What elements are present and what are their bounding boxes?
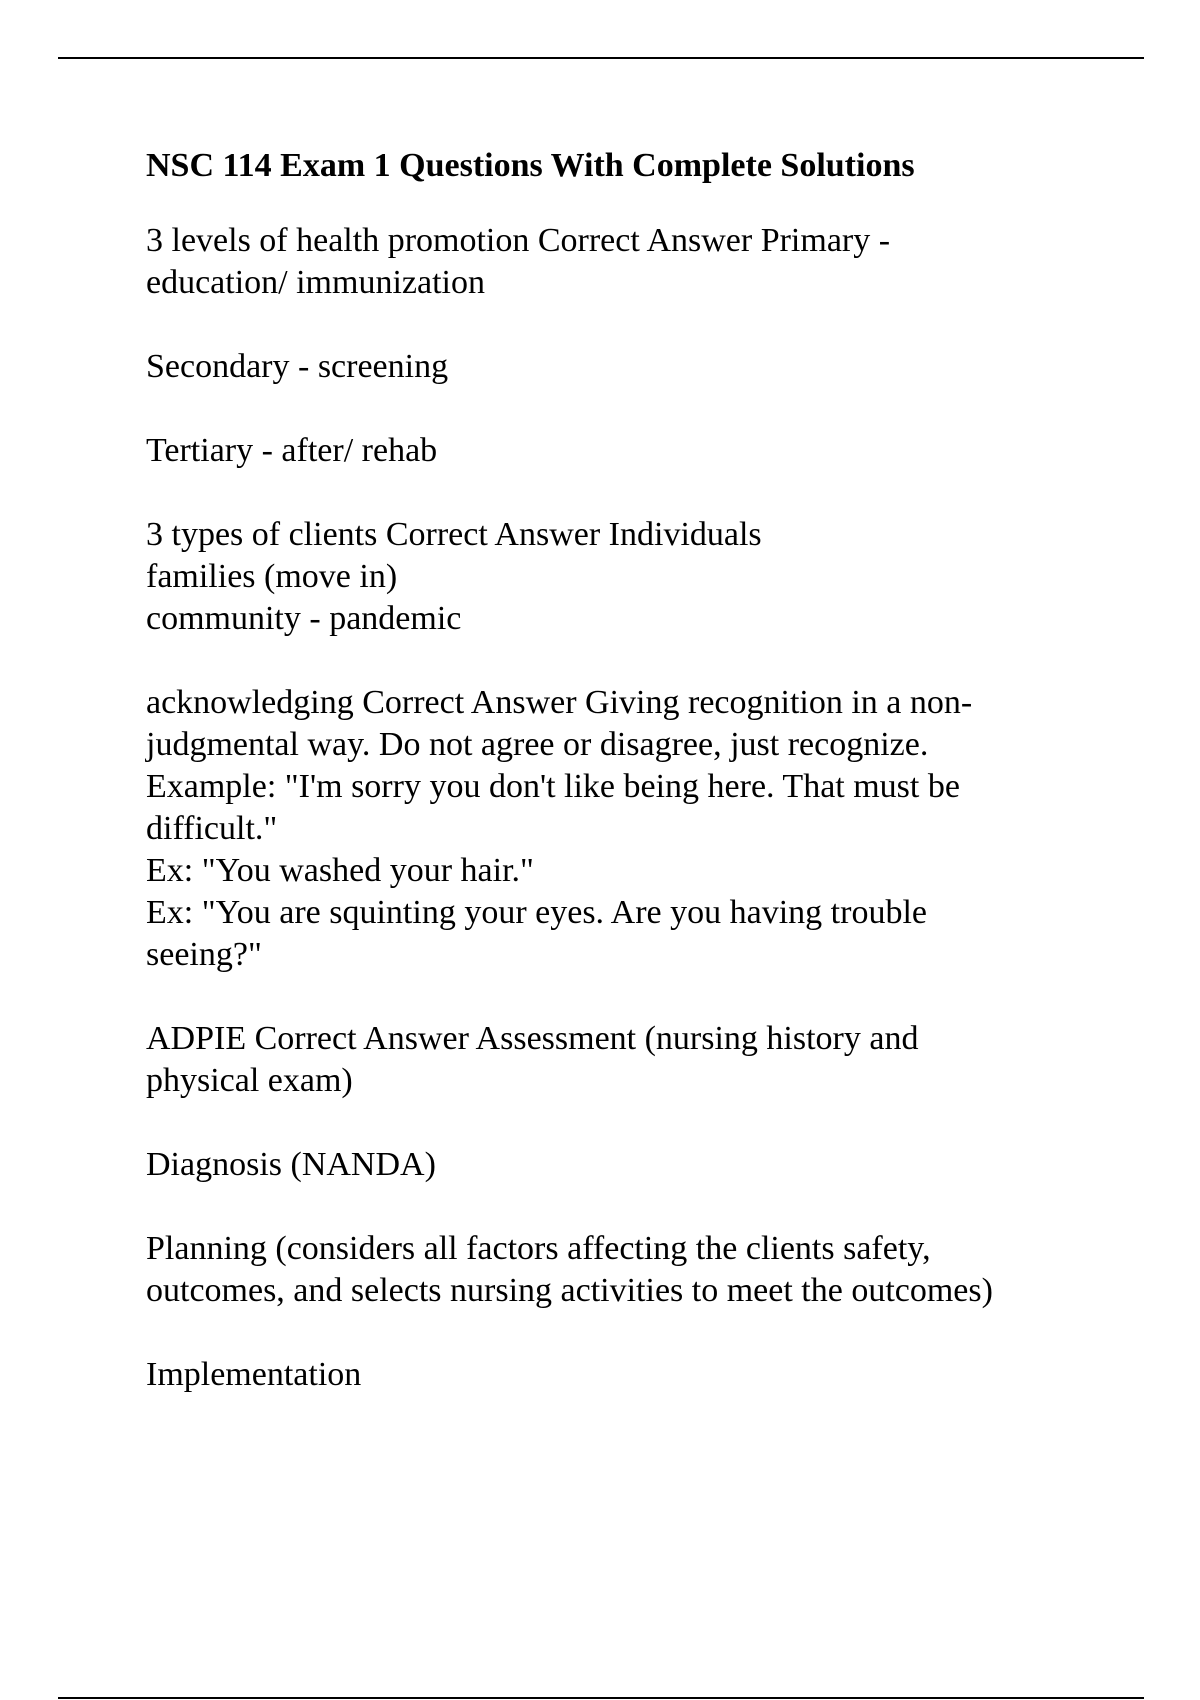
qa-tertiary: Tertiary - after/ rehab bbox=[146, 432, 438, 469]
bottom-rule bbox=[58, 1697, 1144, 1699]
qa-health-promotion: 3 levels of health promotion Correct Answer Primary - education/ immunization bbox=[146, 222, 891, 301]
document-title: NSC 114 Exam 1 Questions With Complete Solutions bbox=[146, 147, 915, 184]
qa-acknowledging: acknowledging Correct Answer Giving recognition in a non- judgmental way. Do not agree or disagree, just recognize. Example: "I'm sorry you don't like being here. That must be difficult." Ex: "You washed your hair." Ex: "You are squinting your eyes. Are you having trouble seeing?" bbox=[146, 684, 973, 973]
qa-types-of-clients: 3 types of clients Correct Answer Individuals families (move in) community - pandemic bbox=[146, 516, 762, 637]
qa-implementation: Implementation bbox=[146, 1356, 362, 1393]
document-body bbox=[146, 140, 1106, 1438]
qa-adpie: ADPIE Correct Answer Assessment (nursing history and physical exam) bbox=[146, 1020, 919, 1099]
qa-diagnosis: Diagnosis (NANDA) bbox=[146, 1146, 436, 1183]
top-rule bbox=[58, 57, 1144, 59]
qa-secondary: Secondary - screening bbox=[146, 348, 449, 385]
qa-planning: Planning (considers all factors affecting the clients safety, outcomes, and selects nursing activities to meet the outcomes) bbox=[146, 1230, 993, 1309]
